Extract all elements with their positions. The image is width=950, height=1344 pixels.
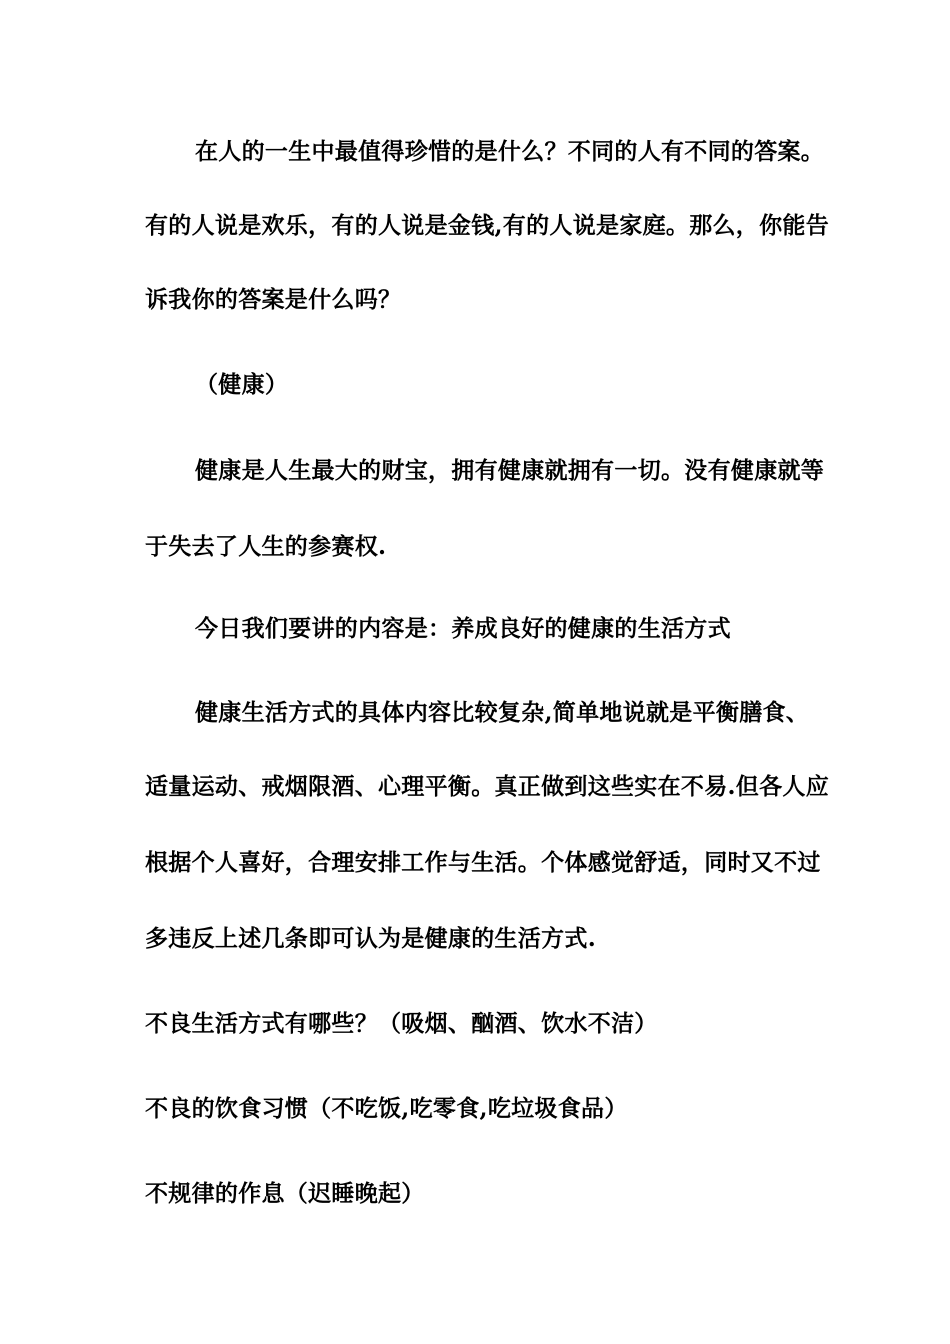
paragraph-line: 多违反上述几条即可认为是健康的生活方式. [145, 925, 597, 952]
paragraph-line: 健康生活方式的具体内容比较复杂,简单地说就是平衡膳食、 [195, 699, 810, 726]
paragraph-line: 不良生活方式有哪些？（吸烟、酗酒、饮水不洁） [145, 1010, 658, 1037]
paragraph-line: 今日我们要讲的内容是：养成良好的健康的生活方式 [195, 615, 731, 642]
paragraph-line: 有的人说是欢乐，有的人说是金钱,有的人说是家庭。那么，你能告 [145, 212, 830, 239]
paragraph-line: 不规律的作息（迟睡晚起） [145, 1180, 425, 1207]
paragraph-line: 诉我你的答案是什么吗？ [145, 286, 402, 313]
paragraph-line: 适量运动、戒烟限酒、心理平衡。真正做到这些实在不易.但各人应 [145, 773, 830, 800]
paragraph-line: 不良的饮食习惯（不吃饭,吃零食,吃垃圾食品） [145, 1095, 628, 1122]
paragraph-line: 在人的一生中最值得珍惜的是什么？不同的人有不同的答案。 [195, 138, 825, 165]
paragraph-line: 于失去了人生的参赛权. [145, 533, 387, 560]
paragraph-line: （健康） [195, 371, 289, 398]
paragraph-line: 根据个人喜好，合理安排工作与生活。个体感觉舒适，同时又不过 [145, 849, 821, 876]
paragraph-line: 健康是人生最大的财宝，拥有健康就拥有一切。没有健康就等 [195, 457, 825, 484]
